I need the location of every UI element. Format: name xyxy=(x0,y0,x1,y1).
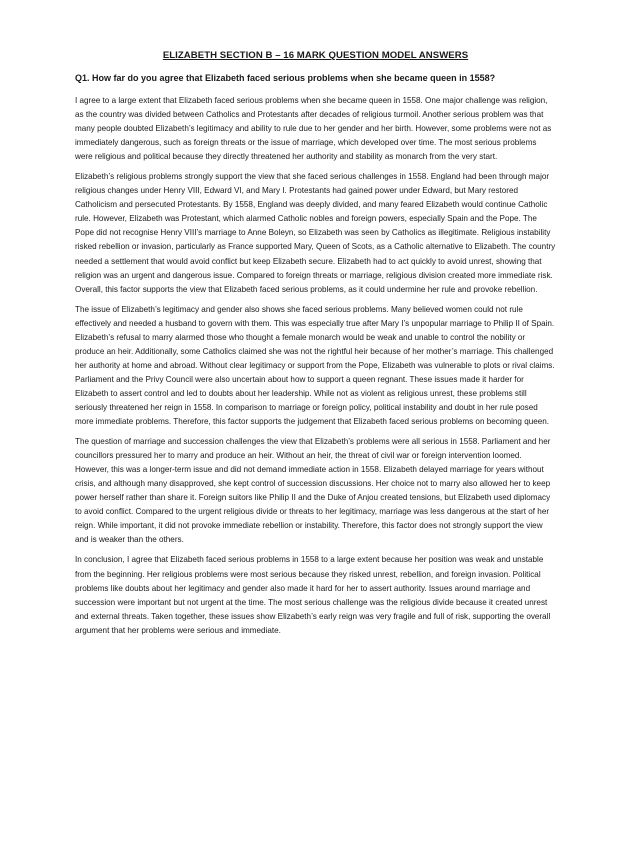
paragraph-introduction: I agree to a large extent that Elizabeth faced serious problems when she became queen in 1558. One major challenge was religion, as the country was divided between Catholics and Protestants after decades of religious turmoil. Another serious problem was that many people doubted Elizabeth’s legitimacy and ability to rule due to her gender and her birth. However, some problems were not as immediately dangerous, such as foreign threats or the issue of marriage, which developed over time. The most serious problems were religious and political because they directly threatened her authority and stability as monarch from the very start. xyxy=(75,96,552,162)
paragraph-religion: Elizabeth’s religious problems strongly support the view that she faced serious challenges in 1558. England had been through major religious changes under Henry VIII, Edward VI, and Mary I. Protestants had gained power under Edward, but Mary restored Catholicism and persecuted Protestants. By 1558, England was deeply divided, and many feared Elizabeth would continue Catholic rule. However, Elizabeth was Protestant, which alarmed Catholic nobles and foreign powers, especially Spain and the Pope. The Pope did not recognise Henry VIII’s marriage to Anne Boleyn, so Elizabeth was seen by Catholics as illegitimate. Religious instability risked rebellion or invasion, particularly as France supported Mary, Queen of Scots, as a Catholic alternative to Elizabeth. The country needed a settlement that would avoid conflict but keep Elizabeth secure. Elizabeth had to act quickly to avoid unrest, showing that religion was an urgent and dangerous issue. Compared to foreign threats or marriage, religious division created more immediate risk. Overall, this factor supports the view that Elizabeth faced serious problems, as it could undermine her rule and provoke rebellion. xyxy=(75,172,556,294)
paragraph-marriage-succession: The question of marriage and succession challenges the view that Elizabeth’s problems were all serious in 1558. Parliament and her councillors pressured her to marry and produce an heir. Without an heir, the threat of civil war or foreign intervention loomed. However, this was a longer-term issue and did not demand immediate action in 1558. Elizabeth delayed marriage for years without crisis, and although many disapproved, she kept control of succession discussions. Her choice not to marry also allowed her to keep power herself rather than share it. Foreign suitors like Philip II and the Duke of Anjou created tensions, but Elizabeth used diplomacy to avoid conflict. Compared to the urgent religious divide or threats to her legitimacy, marriage was less dangerous at the start of her reign. While important, it did not provoke immediate rebellion or instability. Therefore, this factor does not strongly support the view and is weaker than the others. xyxy=(75,437,551,545)
document-page xyxy=(75,50,556,644)
paragraph-legitimacy-gender: The issue of Elizabeth’s legitimacy and gender also shows she faced serious problems. Many believed women could not rule effectively and needed a husband to govern with them. This was especially true after Mary I’s unpopular marriage to Philip II of Spain. Elizabeth’s refusal to marry alarmed those who thought a female monarch would be weak and unable to control the nobility or produce an heir. Additionally, some Catholics claimed she was not the rightful heir because of her mother’s marriage. This challenged her authority at home and abroad. Without clear legitimacy or support from the Pope, Elizabeth was vulnerable to plots or rival claims. Parliament and the Privy Council were also uncertain about how to support a queen regnant. These issues made it harder for Elizabeth to assert control and led to doubts about her leadership. While not as violent as religious unrest, these problems still seriously threatened her reign in 1558. In comparison to marriage or foreign policy, political instability and doubt in her rule posed more immediate problems. Therefore, this factor supports the judgement that Elizabeth faced serious problems on becoming queen. xyxy=(75,304,555,427)
document-title: ELIZABETH SECTION B – 16 MARK QUESTION MODEL ANSWERS xyxy=(162,50,469,61)
question-heading: Q1. How far do you agree that Elizabeth faced serious problems when she became queen in 1558? xyxy=(75,73,496,83)
paragraph-conclusion: In conclusion, I agree that Elizabeth faced serious problems in 1558 to a large extent because her position was weak and unstable from the beginning. Her religious problems were most serious because they risked unrest, rebellion, and foreign invasion. Political problems like doubts about her legitimacy and gender also made it hard for her to assert authority. Issues around marriage and succession were important but not urgent at the time. The most serious challenge was the religious divide because it created unrest and external threats. Taken together, these issues show Elizabeth’s early reign was very fragile and full of risk, supporting the overall argument that her problems were serious and immediate. xyxy=(75,555,551,635)
